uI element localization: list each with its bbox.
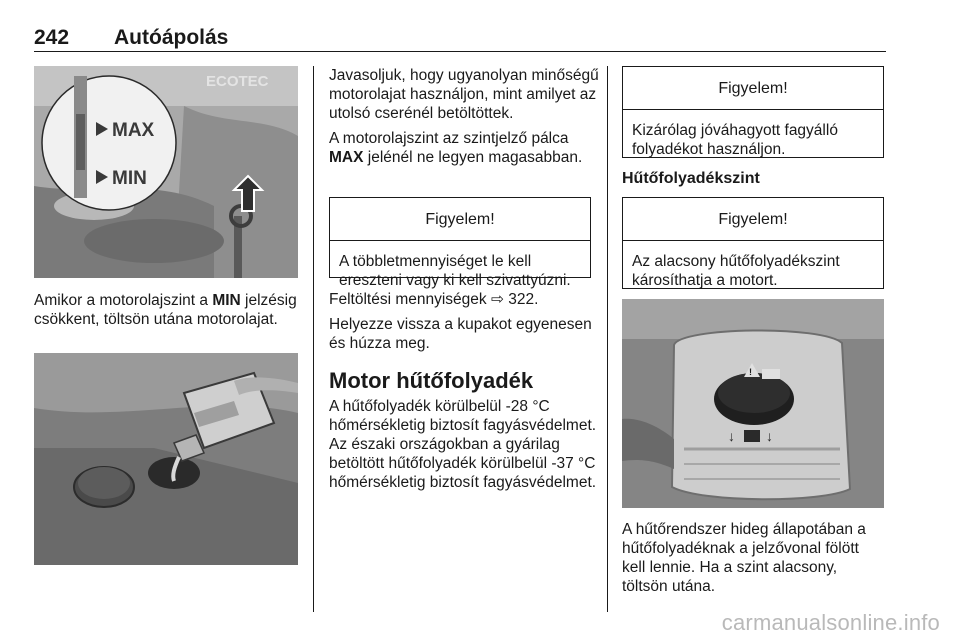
para-same-oil: Javasoljuk, hogy ugyanolyan minőségű motorolajat használjon, mint amilyet az utolsó cserénél betöltöttek.	[329, 67, 599, 122]
svg-text:↓: ↓	[728, 428, 735, 444]
section-title: Autóápolás	[114, 26, 229, 49]
col2-text-mid	[329, 290, 599, 353]
page-ref-icon: ⇨	[490, 291, 504, 308]
page-number: 242	[34, 26, 70, 49]
column-divider-1	[313, 66, 314, 612]
para-coolant-protection: A hűtőfolyadék körülbelül -28 °C hőmérsékletig biztosít fagyásvédelmet. Az északi országokban a gyárilag betöltött hűtőfolyadék körülbelül -37 °C hőmérsékletig biztosít fagyásvédelmet.	[329, 398, 597, 491]
coolant-reservoir-photo	[622, 299, 884, 508]
column-divider-2	[607, 66, 608, 612]
page-ref-link[interactable]: 322.	[508, 291, 539, 308]
caption-coolant-level: A hűtőrendszer hideg állapotában a hűtőfolyadéknak a jelzővonal fölött kell lennie. Ha a szint alacsony, töltsön utána.	[622, 521, 866, 595]
header-rule	[34, 51, 886, 52]
heading-engine-coolant: Motor hűtőfolyadék	[329, 368, 534, 393]
warning-title: Figyelem!	[623, 67, 883, 110]
svg-text:↓: ↓	[766, 428, 773, 444]
min-label: MIN	[212, 292, 241, 309]
svg-text:!: !	[749, 367, 752, 377]
para-refit-cap: Helyezze vissza a kupakot egyenesen és húzza meg.	[329, 316, 592, 352]
warning-body: Az alacsony hűtőfolyadékszint károsíthatja a motort.	[632, 253, 840, 289]
watermark: carmanualsonline.info	[721, 610, 940, 635]
oil-filling-photo	[34, 353, 298, 565]
col2-text-top	[329, 66, 599, 167]
warning-body: Kizárólag jóváhagyott fagyálló folyadékot használjon.	[632, 122, 838, 158]
warning-title: Figyelem!	[330, 198, 590, 241]
subheading-coolant-level: Hűtőfolyadékszint	[622, 170, 760, 187]
para-max-level: A motorolajszint az szintjelző pálca MAX jelénél ne legyen magasabban.	[329, 130, 583, 166]
min-marking: MIN	[112, 168, 147, 189]
max-marking: MAX	[112, 120, 155, 141]
warning-box-low-coolant	[622, 197, 884, 289]
engine-logo-text: ECOTEC	[206, 73, 269, 90]
dipstick-photo	[34, 66, 298, 278]
max-label: MAX	[329, 149, 364, 166]
warning-title: Figyelem!	[623, 198, 883, 241]
warning-box-excess-oil	[329, 197, 591, 289]
page-header	[34, 26, 886, 50]
para-capacities: Feltöltési mennyiségek ⇨ 322.	[329, 291, 539, 308]
caption-oil-min: Amikor a motorolajszint a MIN jelzésig csökkent, töltsön utána motorolajat.	[34, 292, 297, 328]
warning-box-antifreeze	[622, 66, 884, 158]
warning-body: A többletmennyiséget le kell ereszteni vagy ki kell szivattyúzni.	[339, 253, 571, 289]
